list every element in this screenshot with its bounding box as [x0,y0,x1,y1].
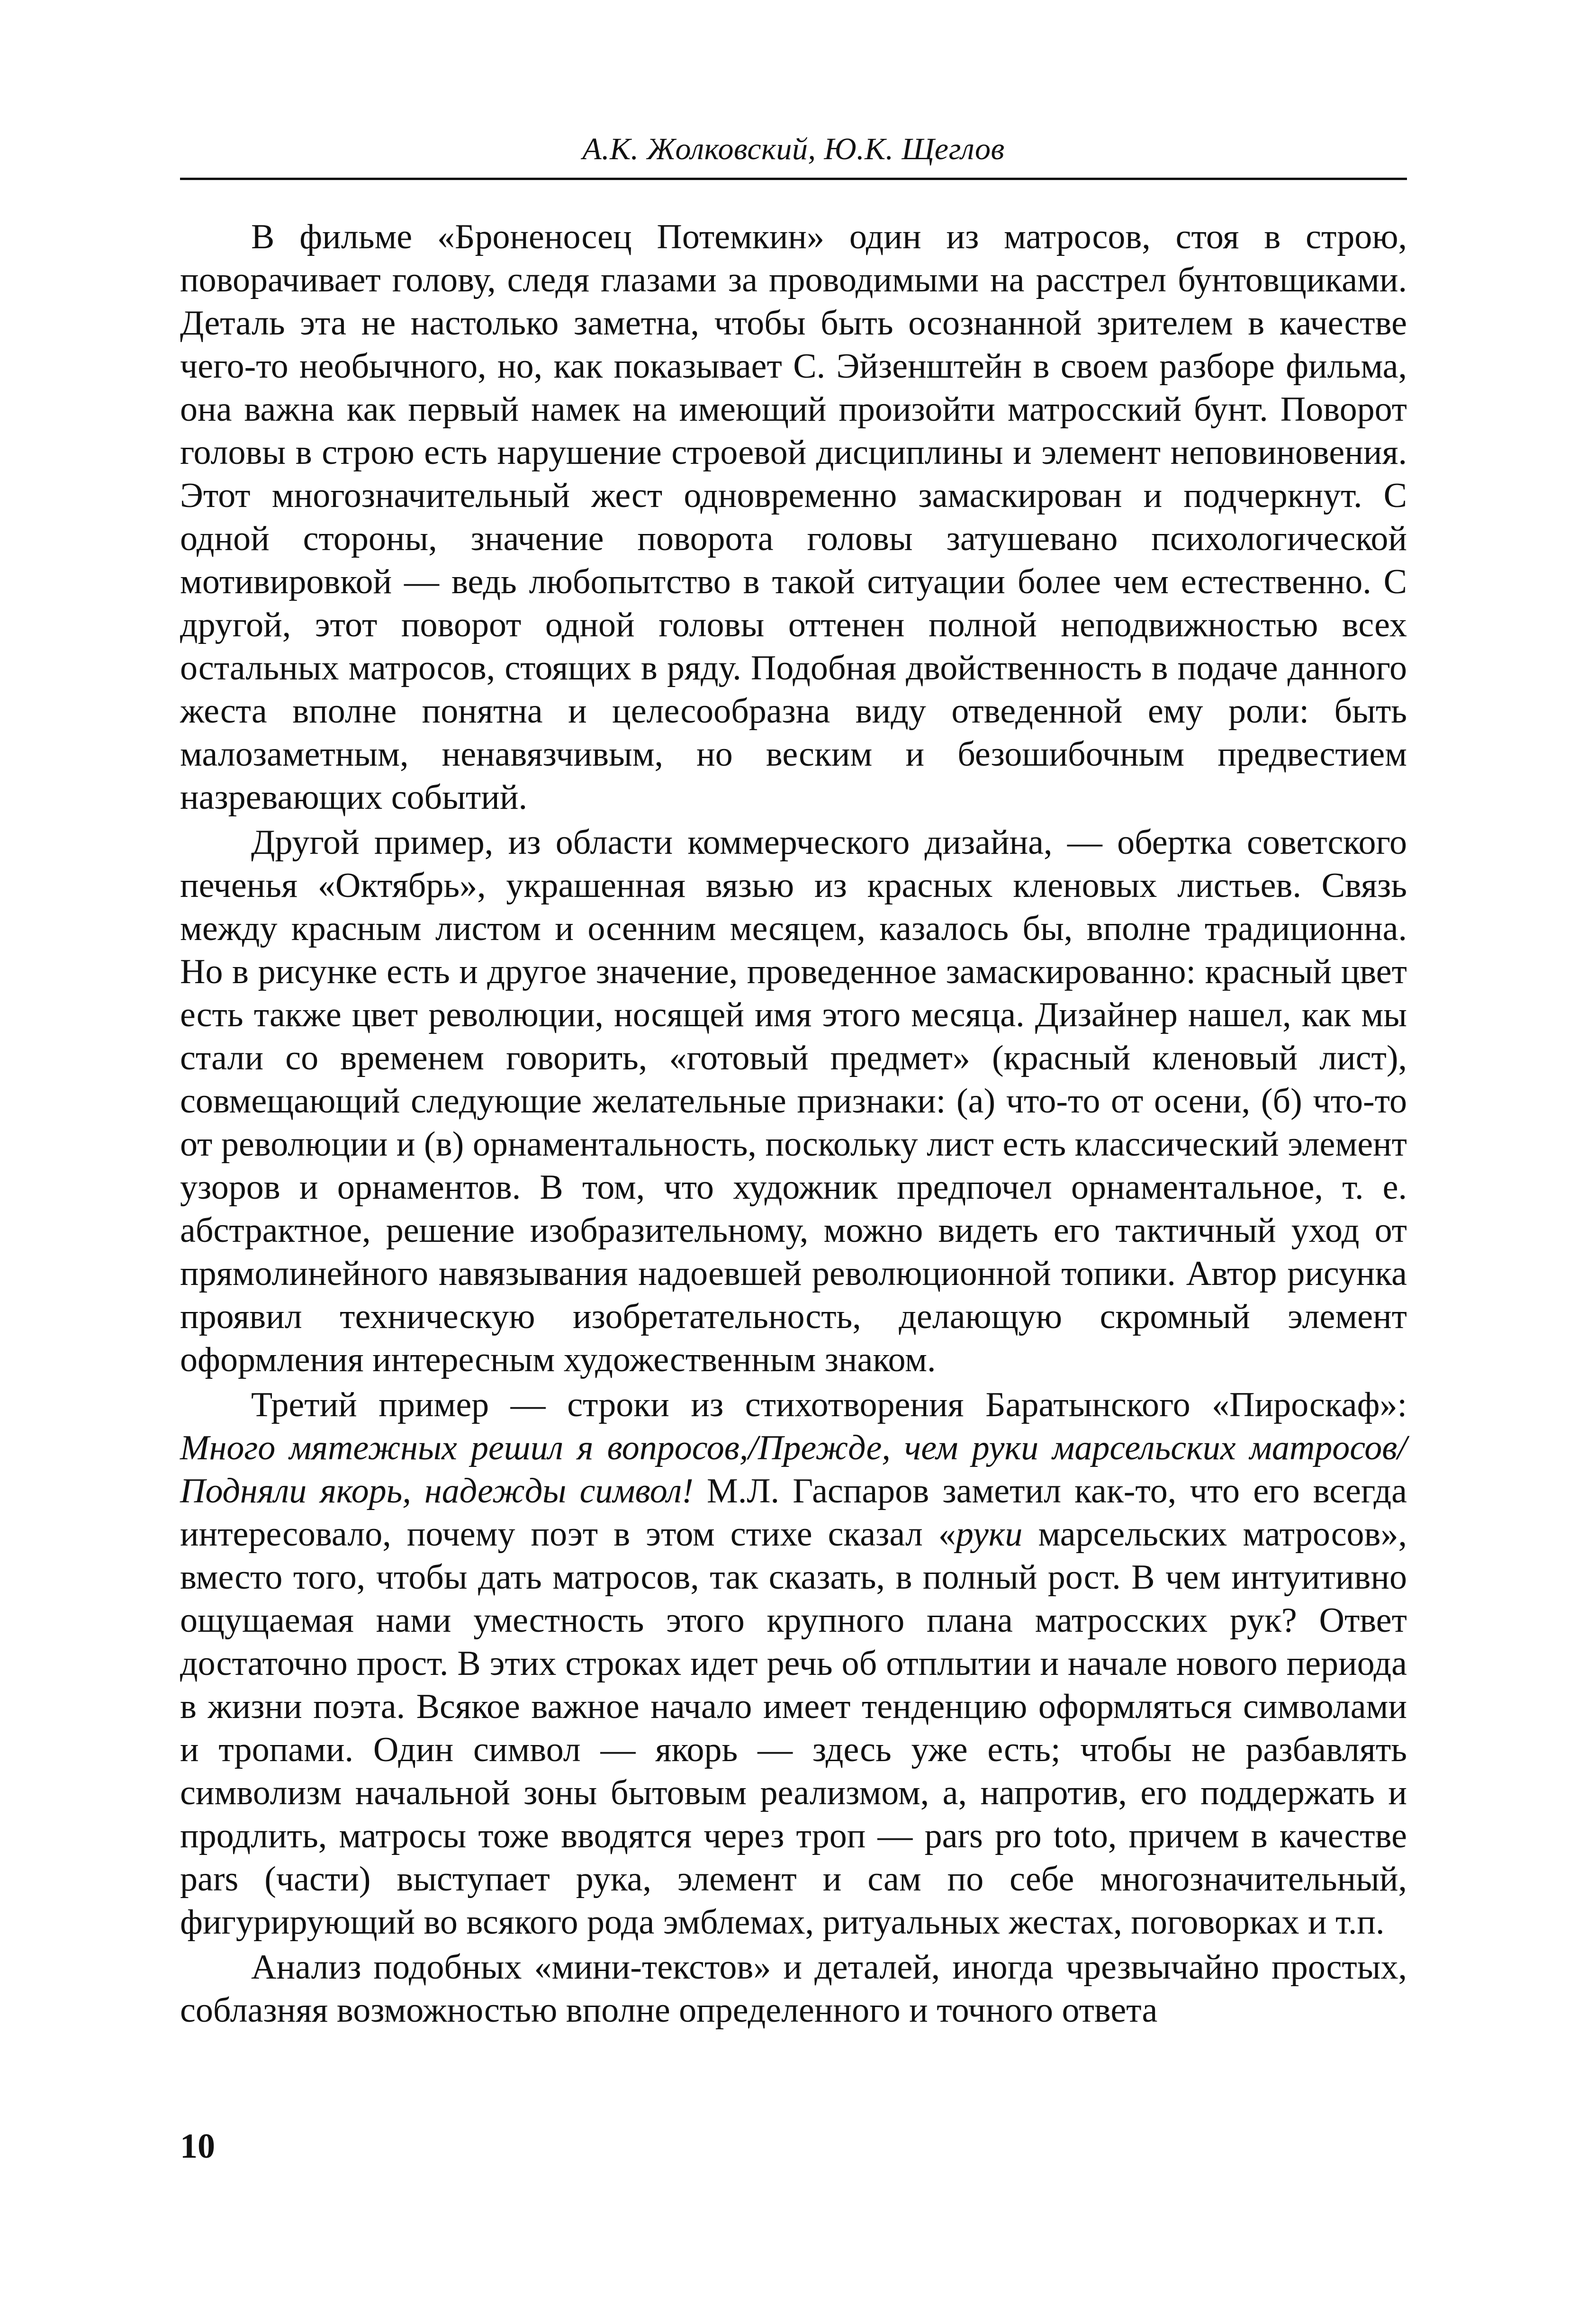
paragraph-3 [180,1384,1407,1944]
body-text [180,216,1407,2034]
paragraph-2: Другой пример, из области коммерческого дизайна, — обертка советского печенья «Октябрь», украшенная вязью из красных кленовых листьев. Связь между красным листом и осенним месяцем, казалось бы, вполне традиционна. Но в рисунке есть и другое значение, проведенное замаскированно: красный цвет есть также цвет революции, носящей имя этого месяца. Дизайнер нашел, как мы стали со временем говорить, «готовый предмет» (красный кленовый лист), совмещающий следующие желательные признаки: (а) что-то от осени, (б) что-то от революции и (в) орнаментальность, поскольку лист есть классический элемент узоров и орнаментов. В том, что художник предпочел орнаментальное, т. е. абстрактное, решение изобразительному, можно видеть его тактичный уход от прямолинейного навязывания надоевшей революционной топики. Автор рисунка проявил техническую изобретательность, делающую скромный элемент оформления интересным художественным знаком. [180,823,1407,1379]
paragraph-3-text-1: Третий пример — строки из стихотворения Баратынского «Пироскаф»: [251,1385,1407,1424]
paragraph-4: Анализ подобных «мини-текстов» и деталей, иногда чрезвычайно простых, соблазняя возможностью вполне определенного и точного ответа [180,1948,1407,2030]
running-head: А.К. Жолковский, Ю.К. Щеглов [582,132,1005,166]
paragraph-1: В фильме «Броненосец Потемкин» один из матросов, стоя в строю, поворачивает голову, следя глазами за проводимыми на расстрел бунтовщиками. Деталь эта не настолько заметна, чтобы быть осознанной зрителем в качестве чего-то необычного, но, как показывает С. Эйзенштейн в своем разборе фильма, она важна как первый намек на имеющий произойти матросский бунт. Поворот головы в строю есть нарушение строевой дисциплины и элемент неповиновения. Этот многозначительный жест одновременно замаскирован и подчеркнут. С одной стороны, значение поворота головы затушевано психологической мотивировкой — ведь любопытство в такой ситуации более чем естественно. С другой, этот поворот одной головы оттенен полной неподвижностью всех остальных матросов, стоящих в ряду. Подобная двойственность в подаче данного жеста вполне понятна и целесообразна виду отведенной ему роли: быть малозаметным, ненавязчивым, но веским и безошибочным предвестием назревающих событий. [180,217,1407,817]
paragraph-3-text-3: марсельских матросов», вместо того, чтобы дать матросов, так сказать, в полный рост. В чем интуитивно ощущаемая нами уместность этого крупного плана матросских рук? Ответ достаточно прост. В этих строках идет речь об отплытии и начале нового периода в жизни поэта. Всякое важное начало имеет тенденцию оформляться символами и тропами. Один символ — якорь — здесь уже есть; чтобы не разбавлять символизм начальной зоны бытовым реализмом, а, напротив, его поддержать и продлить, матросы тоже вводятся через троп — pars pro toto, причем в качестве pars (части) выступает рука, элемент и сам по себе многозначительный, фигурирующий во всякого рода эмблемах, ритуальных жестах, поговорках и т.п. [180,1515,1407,1942]
quoted-word: руки [956,1515,1023,1554]
page-number: 10 [180,2127,215,2166]
paragraph-3-text-2: М.Л. Гаспаров заметил как-то, что его всегда интересовало, почему поэт в этом стихе сказал « [180,1472,1407,1554]
quoted-verse: Много мятежных решил я вопросов,/Прежде, чем руки марсельских матросов/ Подняли якорь, надежды символ! [180,1429,1407,1510]
header-rule [180,178,1407,180]
